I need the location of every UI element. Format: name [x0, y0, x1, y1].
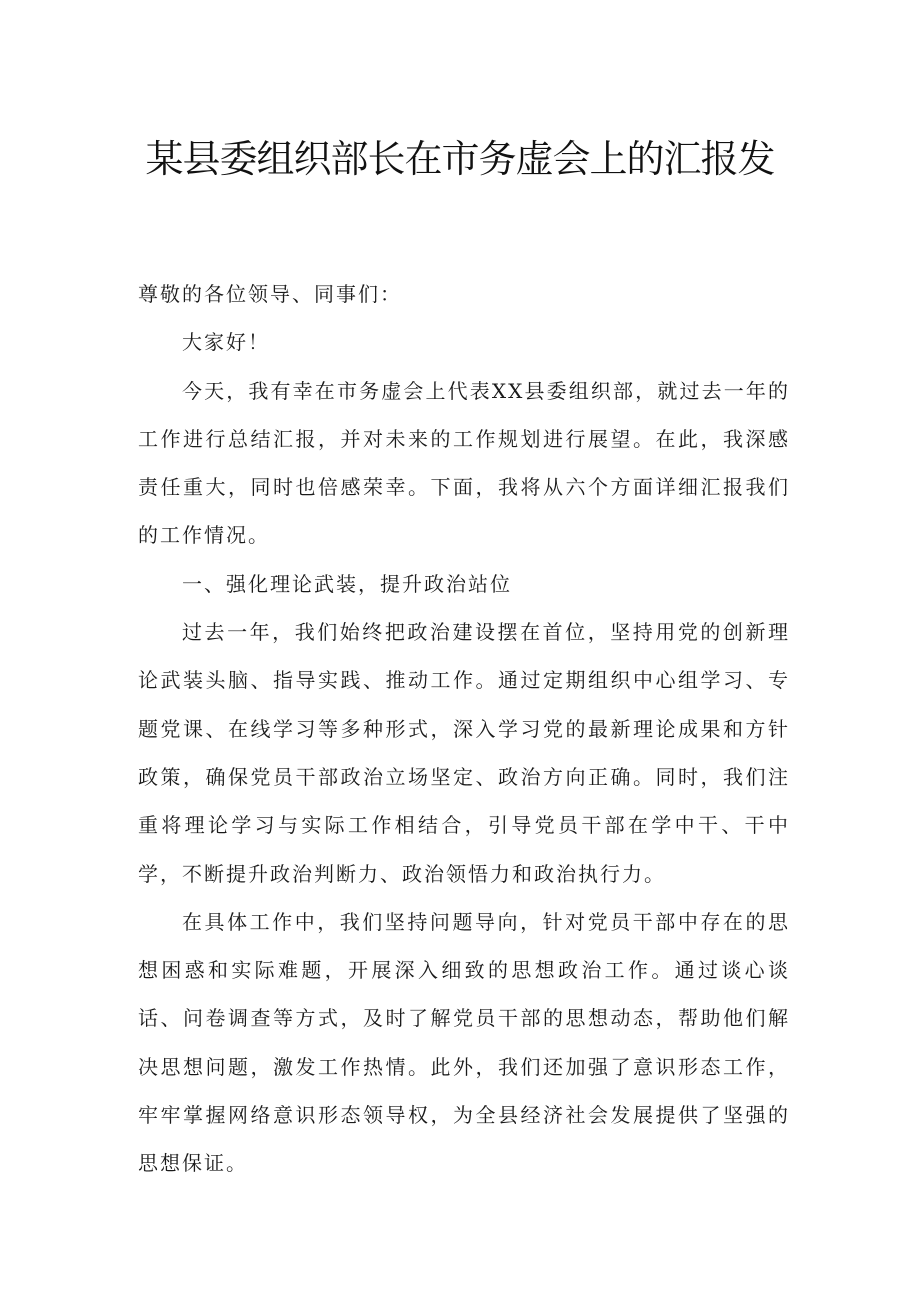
paragraph-ideological-work: 在具体工作中，我们坚持问题导向，针对党员干部中存在的思想困惑和实际难题，开展深入细致的思想政治工作。通过谈心谈话、问卷调查等方式，及时了解党员干部的思想动态，帮助他们解决思想问题，激发工作热情。此外，我们还加强了意识形态工作，牢牢掌握网络意识形态领导权，为全县经济社会发展提供了坚强的思想保证。: [138, 909, 790, 1176]
greeting: 大家好！: [182, 330, 270, 355]
paragraph-intro: 今天，我有幸在市务虚会上代表XX县委组织部，就过去一年的工作进行总结汇报，并对未来的工作规划进行展望。在此，我深感责任重大，同时也倍感荣幸。下面，我将从六个方面详细汇报我们的工作情况。: [138, 378, 790, 548]
section-heading-1: 一、强化理论武装，提升政治站位: [182, 571, 512, 596]
salutation: 尊敬的各位领导、同事们：: [138, 282, 402, 306]
document-body: [138, 270, 790, 1188]
paragraph-theory-study: 过去一年，我们始终把政治建设摆在首位，坚持用党的创新理论武装头脑、指导实践、推动工作。通过定期组织中心组学习、专题党课、在线学习等多种形式，深入学习党的最新理论成果和方针政策，确保党员干部政治立场坚定、政治方向正确。同时，我们注重将理论学习与实际工作相结合，引导党员干部在学中干、干中学，不断提升政治判断力、政治领悟力和政治执行力。: [138, 620, 790, 886]
document-title: 某县委组织部长在市务虚会上的汇报发: [145, 137, 775, 181]
